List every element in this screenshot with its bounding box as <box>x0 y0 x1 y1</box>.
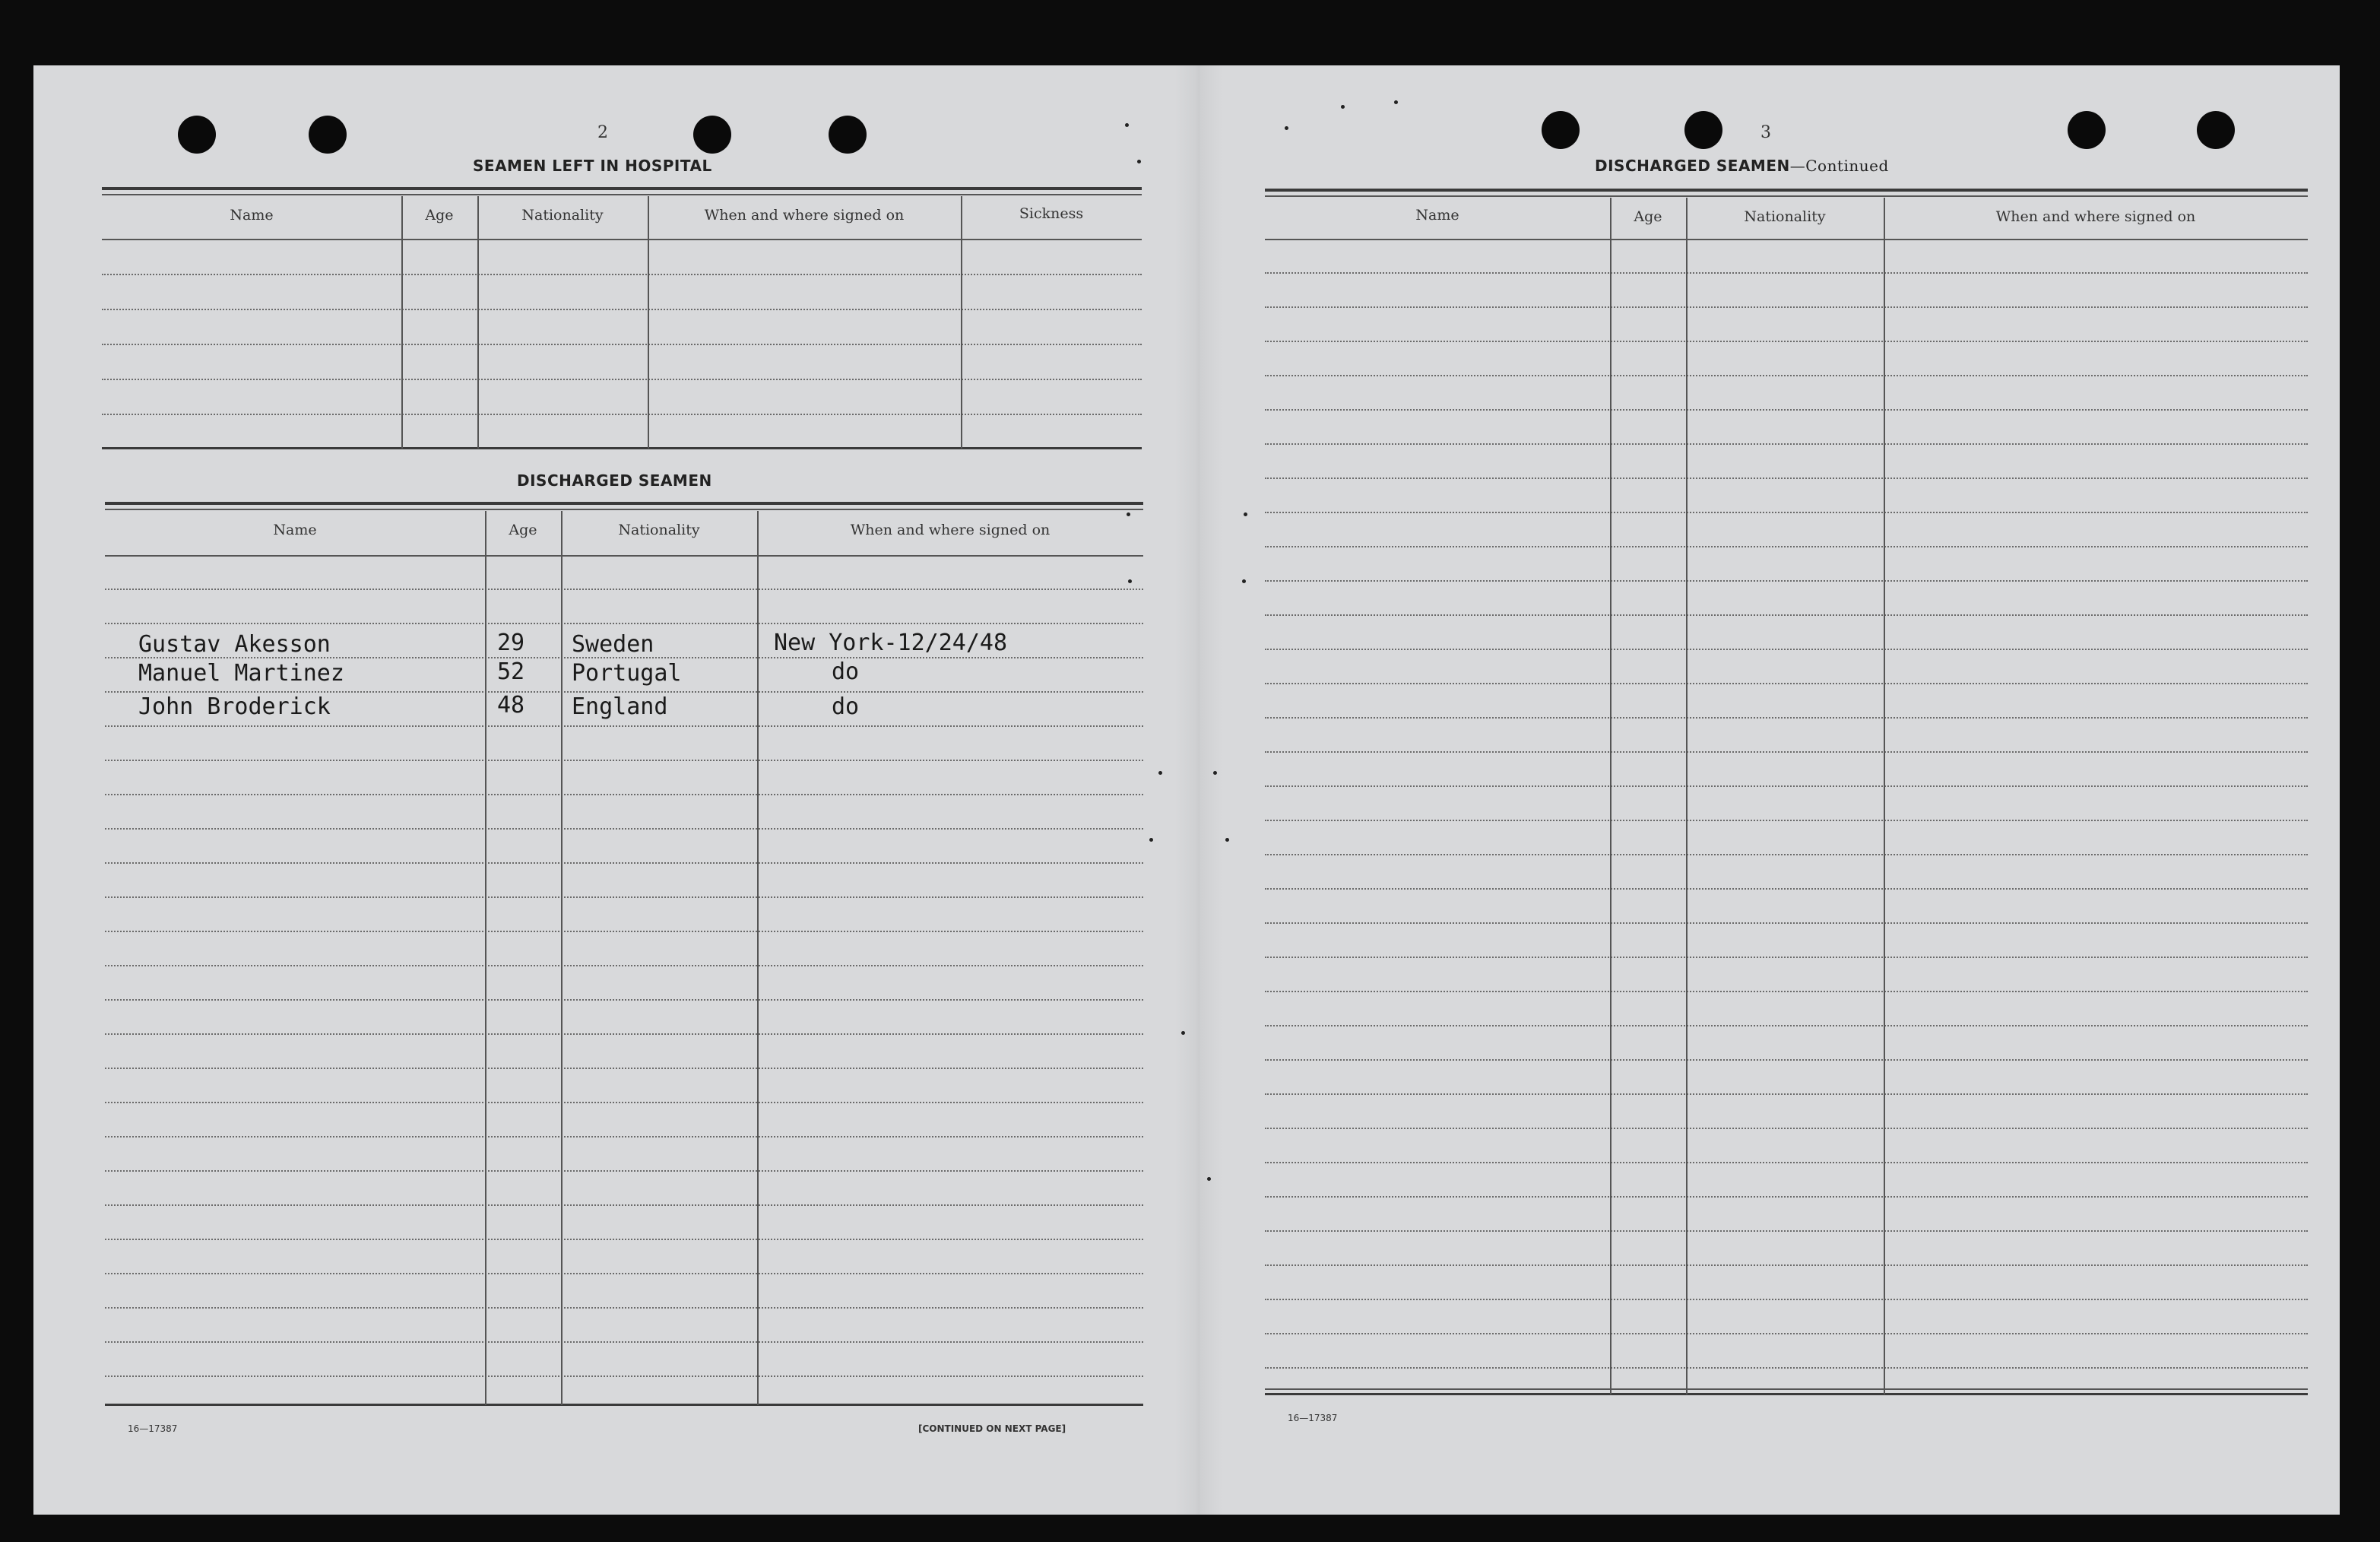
discharged-col-signed-on: When and where signed on <box>850 522 1051 538</box>
entry-name: John Broderick <box>138 693 331 720</box>
entry-signed-on: New York-12/24/48 <box>774 630 1008 656</box>
ledger-sheet <box>33 65 2340 1515</box>
right-col-nationality: Nationality <box>1744 208 1826 225</box>
entry-name: Manuel Martinez <box>138 660 344 687</box>
entry-nationality: Portugal <box>572 660 682 687</box>
discharged-table-right <box>1265 189 2308 1402</box>
right-col-name: Name <box>1415 207 1459 224</box>
discharged-col-nationality: Nationality <box>618 522 700 538</box>
entry-age: 29 <box>497 630 525 656</box>
punch-hole <box>178 116 216 154</box>
hospital-table <box>102 187 1142 450</box>
right-section-title: DISCHARGED SEAMEN—Continued <box>1595 157 1889 175</box>
punch-hole <box>2068 111 2106 149</box>
discharged-table-left <box>105 502 1143 1414</box>
punch-hole <box>2197 111 2235 149</box>
hospital-col-name: Name <box>230 207 274 224</box>
entry-signed-on: do <box>832 693 860 720</box>
entry-signed-on: do <box>832 658 860 685</box>
discharged-col-age: Age <box>509 522 537 538</box>
hospital-col-age: Age <box>425 207 454 224</box>
continued-note: [CONTINUED ON NEXT PAGE] <box>918 1423 1066 1434</box>
form-number-left: 16—17387 <box>128 1423 178 1434</box>
page-fold <box>1175 65 1222 1515</box>
entry-nationality: England <box>572 693 668 720</box>
page-number-right: 3 <box>1760 123 1771 142</box>
punch-hole <box>1542 111 1580 149</box>
punch-hole <box>1684 111 1722 149</box>
right-col-age: Age <box>1634 208 1662 225</box>
punch-hole <box>693 116 731 154</box>
entry-age: 52 <box>497 658 525 685</box>
hospital-section-title: SEAMEN LEFT IN HOSPITAL <box>473 157 712 175</box>
entry-name: Gustav Akesson <box>138 631 331 658</box>
hospital-col-nationality: Nationality <box>521 207 604 224</box>
right-col-signed-on: When and where signed on <box>1995 208 2196 225</box>
punch-hole <box>309 116 347 154</box>
entry-nationality: Sweden <box>572 631 654 658</box>
discharged-section-title: DISCHARGED SEAMEN <box>517 471 712 490</box>
discharged-col-name: Name <box>273 522 317 538</box>
hospital-col-sickness: Sickness <box>1019 205 1084 222</box>
punch-hole <box>829 116 867 154</box>
entry-age: 48 <box>497 692 525 719</box>
page-number-left: 2 <box>597 123 608 142</box>
form-number-right: 16—17387 <box>1288 1413 1338 1423</box>
hospital-col-signed-on: When and where signed on <box>704 207 905 224</box>
